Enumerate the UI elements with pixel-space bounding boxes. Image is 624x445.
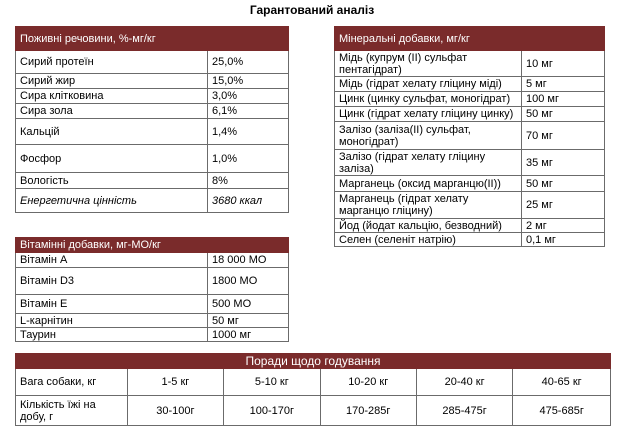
- table-row: [335, 77, 605, 92]
- table-row: [16, 328, 289, 342]
- table-row: [16, 74, 289, 89]
- vitamins-header-row: [16, 238, 289, 253]
- weight-cell: 20-40 кг: [416, 369, 512, 396]
- table-row: [335, 107, 605, 122]
- weight-cell: 5-10 кг: [224, 369, 320, 396]
- table-row: [16, 145, 289, 173]
- table-row: [335, 176, 605, 192]
- mineral-label: Селен (селеніт натрію): [335, 233, 522, 247]
- vitamin-label: Вітамін D3: [16, 268, 208, 295]
- nutrient-label: Фосфор: [16, 145, 208, 173]
- nutrient-value: 25,0%: [208, 51, 289, 74]
- mineral-label: Мідь (купрум (II) сульфат пентагідрат): [335, 51, 522, 77]
- table-row: [16, 396, 611, 426]
- table-row: [16, 253, 289, 268]
- vitamin-value: 500 МО: [208, 295, 289, 314]
- vitamin-label: Вітамін Е: [16, 295, 208, 314]
- table-row: [16, 173, 289, 189]
- nutrient-value: 3680 ккал: [208, 189, 289, 213]
- mineral-label: Залізо (заліза(ІІ) сульфат, моногідрат): [335, 122, 522, 150]
- mineral-label: Йод (йодат кальцію, безводний): [335, 219, 522, 233]
- vitamin-value: 1800 МО: [208, 268, 289, 295]
- amount-cell: 30-100г: [127, 396, 223, 426]
- nutrient-value: 6,1%: [208, 104, 289, 119]
- mineral-label: Мідь (гідрат хелату гліцину міді): [335, 77, 522, 92]
- nutrient-label: Сира клітковина: [16, 89, 208, 104]
- mineral-label: Марганець (гідрат хелату марганцю гліцину): [335, 192, 522, 219]
- mineral-label: Залізо (гідрат хелату гліцину заліза): [335, 150, 522, 176]
- amount-cell: 285-475г: [416, 396, 512, 426]
- nutrient-label: Кальцій: [16, 119, 208, 145]
- mineral-value: 100 мг: [522, 92, 605, 107]
- vitamin-value: 1000 мг: [208, 328, 289, 342]
- weight-cell: 1-5 кг: [127, 369, 223, 396]
- nutrient-value: 1,4%: [208, 119, 289, 145]
- mineral-value: 2 мг: [522, 219, 605, 233]
- minerals-header-row: [335, 27, 605, 51]
- minerals-header: Мінеральні добавки, мг/кг: [335, 27, 605, 51]
- table-row: [16, 369, 611, 396]
- vitamin-label: L-карнітин: [16, 314, 208, 328]
- table-row: [16, 119, 289, 145]
- nutrient-label: Сира зола: [16, 104, 208, 119]
- nutrient-label: Вологість: [16, 173, 208, 189]
- minerals-table: [334, 26, 605, 247]
- mineral-value: 35 мг: [522, 150, 605, 176]
- mineral-label: Марганець (оксид марганцю(ІІ)): [335, 176, 522, 192]
- vitamin-label: Вітамін А: [16, 253, 208, 268]
- amount-cell: 475-685г: [513, 396, 611, 426]
- vitamin-value: 50 мг: [208, 314, 289, 328]
- feeding-header-row: [16, 354, 611, 369]
- table-row: [16, 51, 289, 74]
- nutrients-table: [15, 26, 289, 213]
- table-row: [335, 192, 605, 219]
- table-row: [335, 233, 605, 247]
- mineral-value: 50 мг: [522, 107, 605, 122]
- table-row: [335, 150, 605, 176]
- nutrient-value: 8%: [208, 173, 289, 189]
- mineral-value: 5 мг: [522, 77, 605, 92]
- nutrient-label: Сирий жир: [16, 74, 208, 89]
- nutrient-label: Енергетична цінність: [16, 189, 208, 213]
- nutrients-header-row: [16, 27, 289, 51]
- table-row: [335, 51, 605, 77]
- amount-cell: 100-170г: [224, 396, 320, 426]
- mineral-value: 25 мг: [522, 192, 605, 219]
- vitamins-table: [15, 237, 289, 342]
- table-row: [16, 189, 289, 213]
- mineral-label: Цинк (цинку сульфат, моногідрат): [335, 92, 522, 107]
- mineral-label: Цинк (гідрат хелату гліцину цинку): [335, 107, 522, 122]
- nutrient-label: Сирий протеїн: [16, 51, 208, 74]
- page-title: Гарантований аналіз: [249, 3, 375, 17]
- table-row: [335, 122, 605, 150]
- amount-cell: 170-285г: [320, 396, 416, 426]
- table-row: [16, 89, 289, 104]
- table-row: [335, 219, 605, 233]
- vitamin-label: Таурин: [16, 328, 208, 342]
- mineral-value: 10 мг: [522, 51, 605, 77]
- table-row: [16, 268, 289, 295]
- nutrient-value: 1,0%: [208, 145, 289, 173]
- amount-label: Кількість їжі на добу, г: [16, 396, 128, 426]
- weight-label: Вага собаки, кг: [16, 369, 128, 396]
- vitamin-value: 18 000 МО: [208, 253, 289, 268]
- feeding-header: Поради щодо годування: [16, 354, 611, 369]
- mineral-value: 0,1 мг: [522, 233, 605, 247]
- nutrient-value: 15,0%: [208, 74, 289, 89]
- mineral-value: 50 мг: [522, 176, 605, 192]
- nutrients-header: Поживні речовини, %-мг/кг: [16, 27, 289, 51]
- vitamins-header: Вітамінні добавки, мг-МО/кг: [16, 238, 289, 253]
- table-row: [335, 92, 605, 107]
- weight-cell: 10-20 кг: [320, 369, 416, 396]
- nutrient-value: 3,0%: [208, 89, 289, 104]
- weight-cell: 40-65 кг: [513, 369, 611, 396]
- table-row: [16, 104, 289, 119]
- table-row: [16, 314, 289, 328]
- table-row: [16, 295, 289, 314]
- feeding-table: [15, 353, 611, 426]
- mineral-value: 70 мг: [522, 122, 605, 150]
